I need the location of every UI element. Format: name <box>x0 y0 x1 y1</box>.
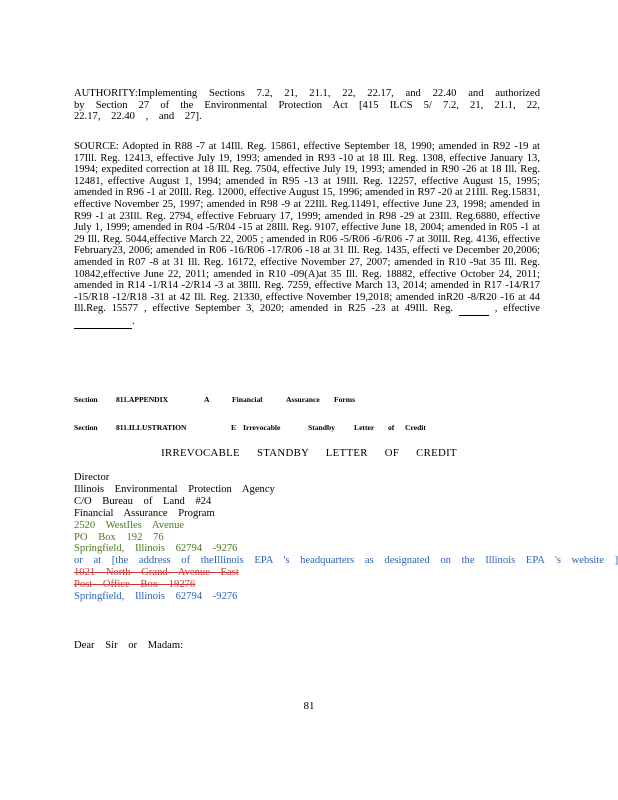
title-word: Financial <box>232 395 263 404</box>
appendix-letter: A <box>204 395 210 404</box>
inserted-address-line: Springfield, Illinois 62794 -9276 <box>74 543 238 555</box>
inserted-address-line: 2520 WestIles Avenue <box>74 519 185 531</box>
source-note <box>74 141 540 329</box>
title-word: of <box>388 423 395 432</box>
address-city-line: Springfield, Illinois 62794 -9276 <box>74 591 238 603</box>
title-word: Credit <box>405 423 426 432</box>
address-line: Financial Assurance Program <box>74 507 215 519</box>
effective-date-blank <box>74 316 132 329</box>
title-word: Letter <box>354 423 375 432</box>
authority-note: AUTHORITY:Implementing Sections 7.2, 21, 21.1, 22, 22.17, and 22.40 and authorized by Section 27 of the Environmental Protection Act [415 ILCS 5/ 7.2, 21, 21.1, 22, 22.17, 22.40 , and 27]. <box>74 88 540 123</box>
salutation: Dear Sir or Madam: <box>74 640 184 651</box>
title-word: Irrevocable <box>243 423 281 432</box>
title-word: Assurance <box>286 395 320 404</box>
address-line: Director <box>74 472 110 483</box>
recipient-address <box>74 472 618 603</box>
page-number: 81 <box>303 700 315 712</box>
letter-title: IRREVOCABLE STANDBY LETTER OF CREDIT <box>161 447 457 459</box>
inserted-address-line: PO Box 192 76 <box>74 531 164 543</box>
title-word: Standby <box>308 423 336 432</box>
source-effective-label: , effective <box>494 303 541 315</box>
section-label: Section <box>74 423 98 432</box>
illustration-letter: E <box>231 423 237 432</box>
deleted-address-line: 1021 North Grand Avenue East <box>74 567 239 579</box>
source-end: . <box>132 315 135 327</box>
title-word: Forms <box>334 395 356 404</box>
address-line: C/O Bureau of Land #24 <box>74 495 212 507</box>
section-label: Section <box>74 395 98 404</box>
register-page-blank <box>459 303 489 316</box>
section-number: 811.APPENDIX <box>116 395 169 404</box>
address-line: Illinois Environmental Protection Agency <box>74 483 275 495</box>
source-text: SOURCE: Adopted in R88 -7 at 14Ill. Reg. 15861, effective September 18, 1990; amended in R92 -19 at 17Ill. Reg. 12413, effective July 19, 1993; amended in R93 -10 at 18 Ill. Reg. 1308, effective January 13, 1994; expedited correction at 18 Ill. Reg. 7504, effective July 19, 1993; amended in R90 -26 at 18 Ill. Reg. 12481, effective August 1, 1994; amended in R95 -13 at 19Ill. Reg. 12257, effective August 15, 1995; amended in R96 -1 at 20Ill. Reg. 12000, effective August 15, 1996; amended in R97 -20 at 21Ill. Reg.15831, effective November 25, 1997; amended in R98 -9 at 22Ill. Reg.11491, effective June 23, 1998; amended in R99 -1 at 23Ill. Reg. 2794, effective February 17, 1999; amended in R98 -29 at 23Ill. Reg.6880, effective July 1, 1999; amended in R04 -5/R04 -15 at 28Ill. Reg. 9107, effective June 18, 2004; amended in R05 -1 at 29 Ill. Reg. 5044,effective March 22, 2005 ; amended in R06 -5/R06 -6/R06 -7 at 30Ill. Reg. 4136, effective February23, 2006; amended in R06 -16/R06 -17/R06 -18 at 31 Ill. Reg. 1435, effecti ve December 20,2006; amended in R07 -8 at 31 Ill. Reg. 16172, effective November 27, 2007; amended in R10 -9at 35 Ill. Reg. 10842,effective June 22, 2011; amended in R10 -09(A)at 35 Ill. Reg. 18882, effective October 24, 2011; amended in R14 -1/R14 -2/R14 -3 at 38Ill. Reg. 7259, effective March 13, 2014; amended in R17 -14/R17 -15/R18 -12/R18 -31 at 42 Ill. Reg. 21330, effective November 19,2018; amended inR20 -8/R20 -16 at 44 Ill.Reg. 15577 , effective September 3, 2020; amended in R25 -23 at 49Ill. Reg. <box>74 141 540 315</box>
section-number: 811.ILLUSTRATION <box>116 423 187 432</box>
deleted-address-line: Post Office Box 19276 <box>74 579 196 591</box>
inserted-website-note: or at [the address of theIllinois EPA 's headquarters as designated on the Illinois EPA 's website ] <box>74 555 618 567</box>
